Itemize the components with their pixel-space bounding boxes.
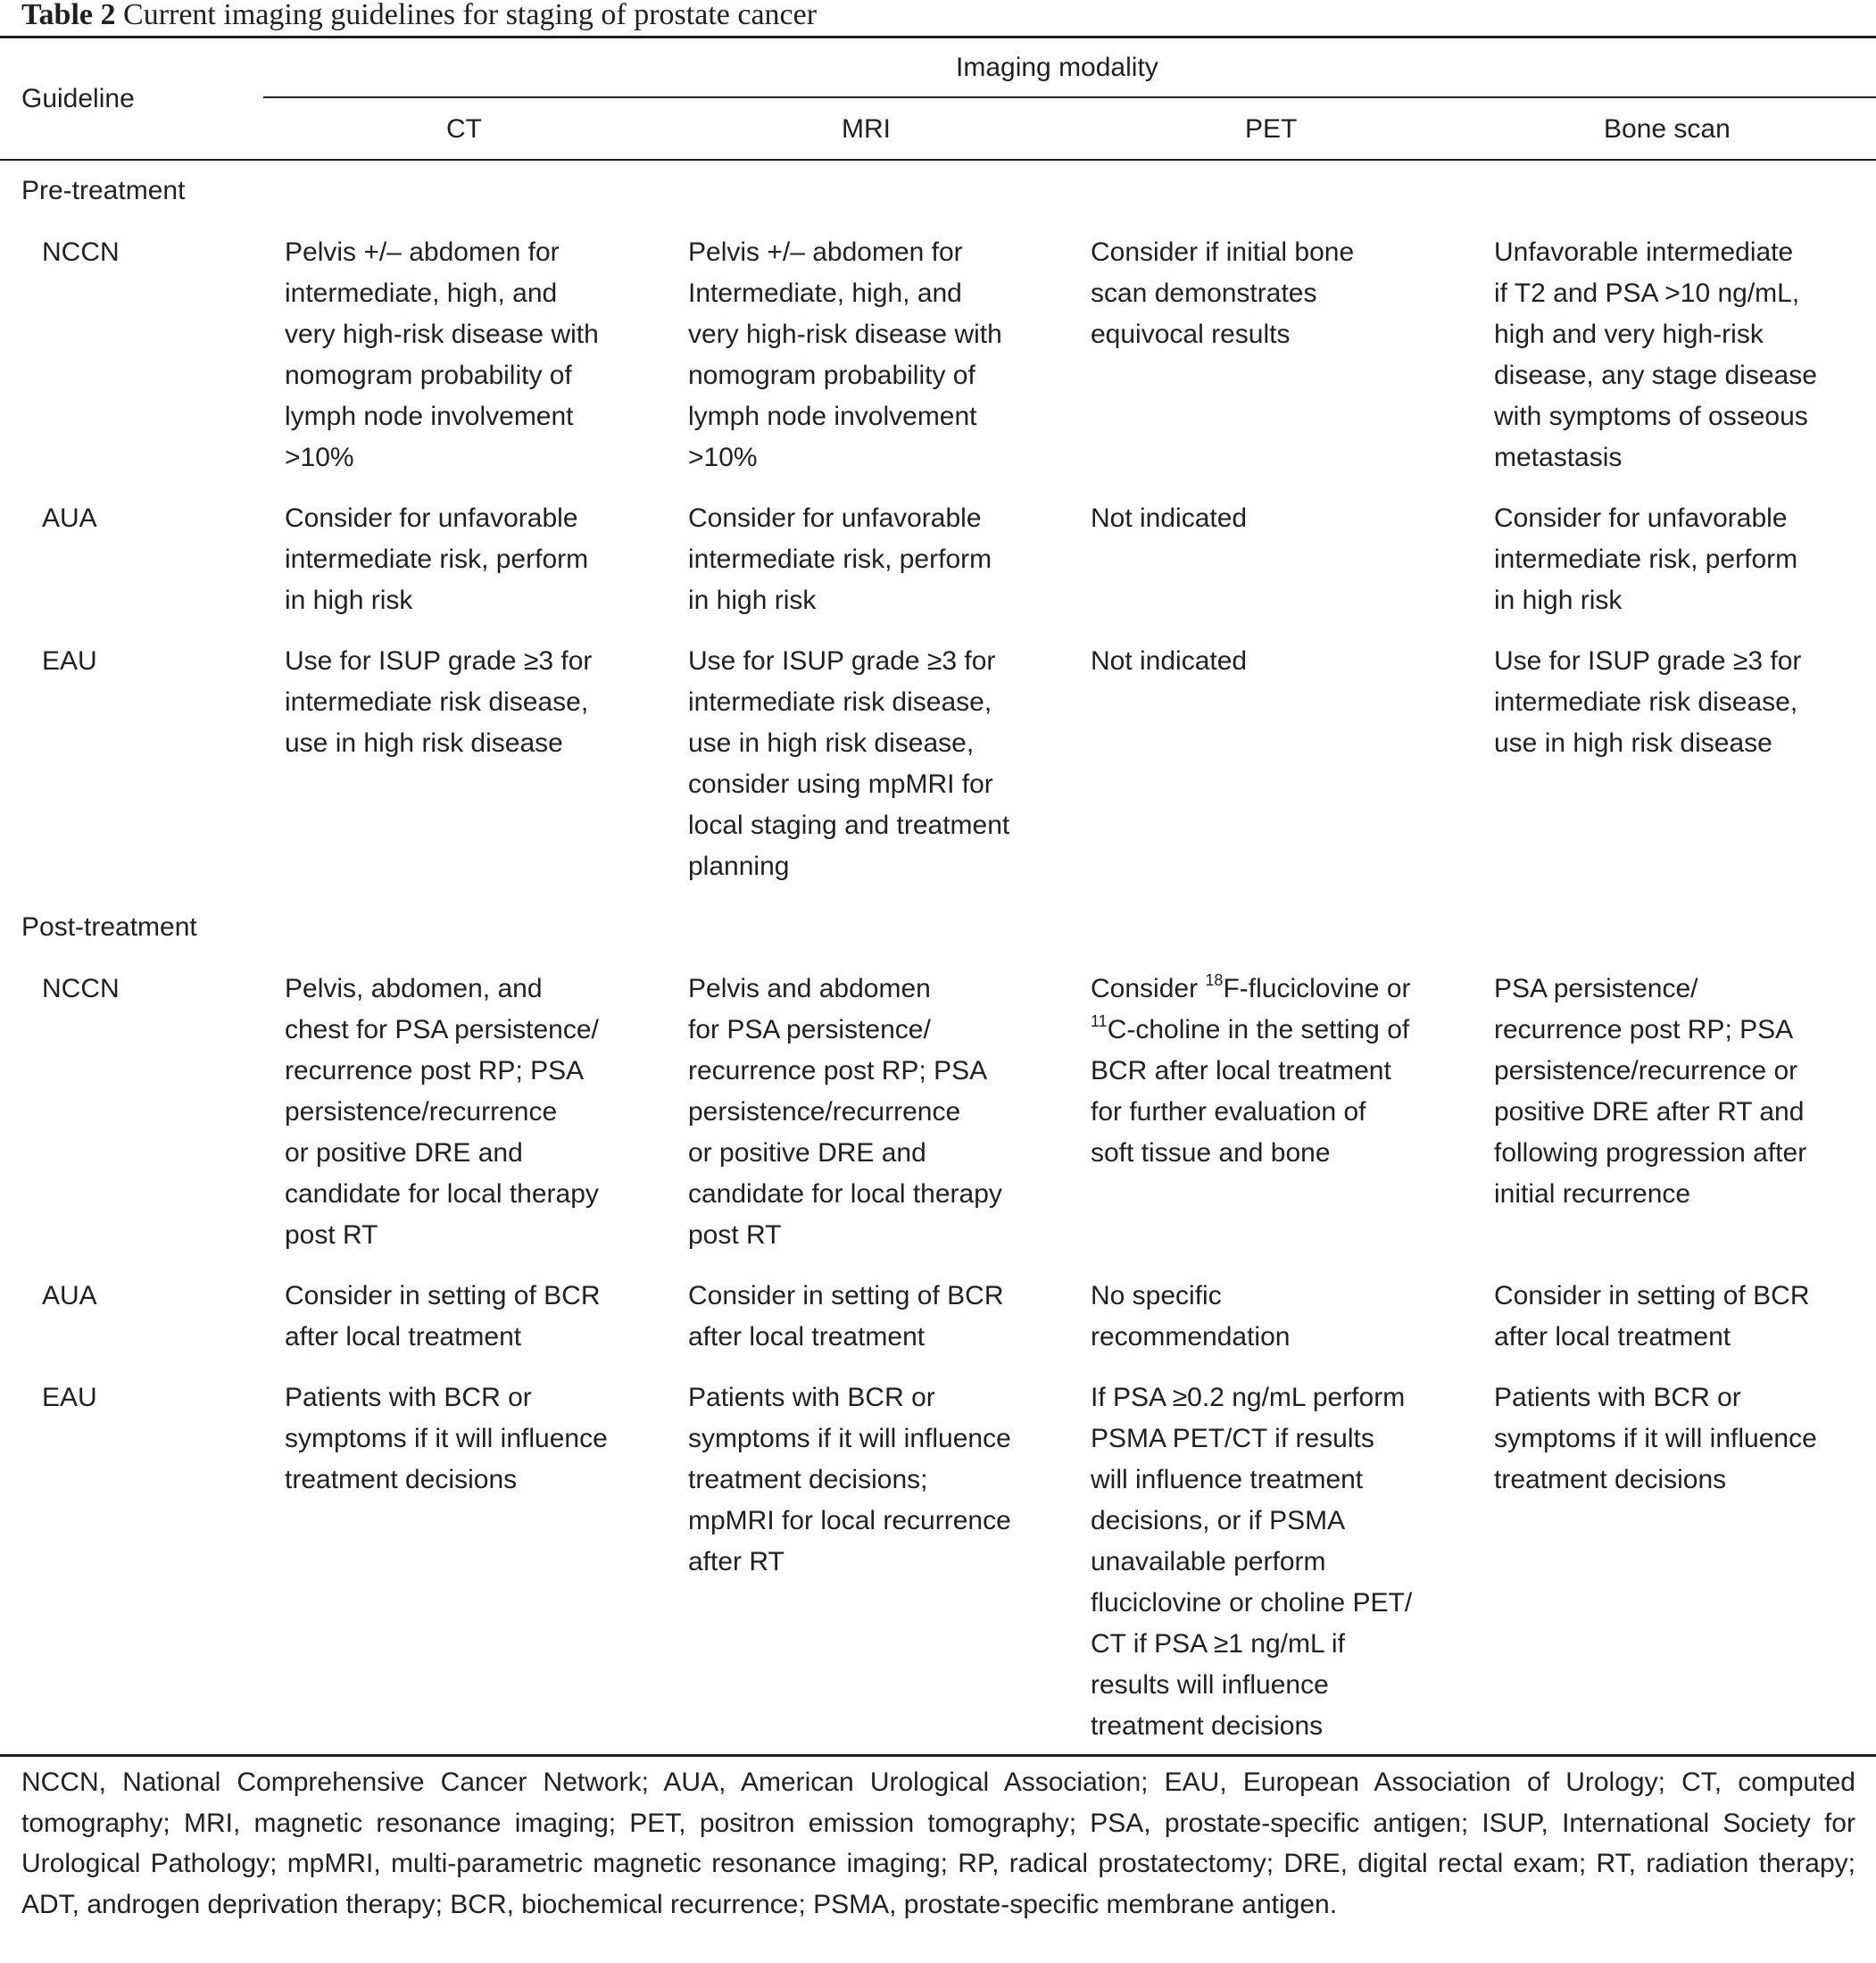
bottom-rule: [0, 1754, 1876, 1757]
cell-line: consider using mpMRI for: [688, 769, 993, 799]
cell-line: for further evaluation of: [1091, 1097, 1366, 1127]
cell-pre-aua-pet: [1091, 498, 1465, 539]
cell-line-with-superscript: $^{11}$C-choline in the setting of: [1091, 1012, 1410, 1044]
cell-line: use in high risk disease: [1494, 728, 1772, 758]
cell-line: nomogram probability of: [688, 361, 975, 390]
cell-line: Patients with BCR or: [688, 1383, 935, 1412]
cell-line: Pelvis +/– abdomen for: [688, 237, 963, 267]
isotope-superscript: 11: [1091, 1012, 1108, 1030]
cell-line: No specific: [1091, 1281, 1222, 1310]
cell-line: will influence treatment: [1091, 1465, 1364, 1494]
cell-line: very high-risk disease with: [688, 320, 1002, 349]
cell-line: planning: [688, 852, 790, 881]
cell-line: treatment decisions: [1494, 1465, 1727, 1494]
cell-line: decisions, or if PSMA: [1091, 1506, 1346, 1535]
cell-line: treatment decisions: [1091, 1711, 1324, 1741]
cell-line: use in high risk disease,: [688, 728, 975, 758]
cell-line: If PSA ≥0.2 ng/mL perform: [1091, 1383, 1406, 1412]
cell-line: Consider for unfavorable: [1494, 503, 1788, 533]
header-imaging-modality: Imaging modality: [956, 53, 1158, 82]
cell-line: treatment decisions;: [688, 1465, 928, 1494]
cell-post-nccn-pet: [1091, 969, 1465, 1174]
cell-line: Unfavorable intermediate: [1494, 237, 1794, 267]
header-col-ct: CT: [446, 114, 482, 144]
cell-line: Use for ISUP grade ≥3 for: [688, 646, 996, 676]
cell-line: recurrence post RP; PSA: [688, 1056, 988, 1085]
cell-line: Consider in setting of BCR: [285, 1281, 601, 1310]
cell-line: intermediate, high, and: [285, 279, 558, 308]
cell-line: Consider in setting of BCR: [1494, 1281, 1810, 1310]
table-caption-text: Current imaging guidelines for staging of prostate cancer: [123, 0, 818, 31]
cell-line-with-superscript: Consider $^{18}$F-fluciclovine or: [1091, 971, 1411, 1003]
table-caption-label: Table 2: [21, 0, 116, 31]
cell-line: with symptoms of osseous: [1494, 402, 1808, 431]
cell-post-eau-bone-scan: [1494, 1377, 1869, 1501]
cell-line: Consider for unfavorable: [285, 503, 578, 533]
cell-post-aua-ct: [285, 1276, 660, 1358]
cell-line: Use for ISUP grade ≥3 for: [1494, 646, 1802, 676]
cell-line: persistence/recurrence or: [1494, 1056, 1798, 1085]
cell-line: if T2 and PSA >10 ng/mL,: [1494, 279, 1800, 308]
cell-line: disease, any stage disease: [1494, 361, 1817, 390]
cell-line: recurrence post RP; PSA: [285, 1056, 585, 1085]
cell-line: unavailable perform: [1091, 1547, 1326, 1576]
header-col-pet: PET: [1245, 114, 1298, 144]
cell-line: Pelvis and abdomen: [688, 974, 931, 1003]
cell-line: intermediate risk disease,: [688, 687, 992, 717]
header-col-bone-scan: Bone scan: [1604, 114, 1731, 144]
cell-line: lymph node involvement: [285, 402, 574, 431]
cell-line: Consider in setting of BCR: [688, 1281, 1004, 1310]
cell-line: recommendation: [1091, 1322, 1291, 1352]
cell-line: use in high risk disease: [285, 728, 563, 758]
cell-line: high and very high-risk: [1494, 320, 1764, 349]
cell-line: or positive DRE and: [688, 1138, 926, 1168]
cell-line: lymph node involvement: [688, 402, 977, 431]
cell-pre-nccn-mri: [688, 232, 1063, 478]
cell-post-eau-pet: [1091, 1377, 1465, 1747]
cell-pre-aua-mri: [688, 498, 1063, 621]
row-label-pre-aua: AUA: [42, 503, 97, 533]
cell-pre-nccn-ct: [285, 232, 660, 478]
cell-post-nccn-ct: [285, 969, 660, 1256]
cell-line: Consider for unfavorable: [688, 503, 982, 533]
cell-line: scan demonstrates: [1091, 279, 1317, 308]
cell-line: mpMRI for local recurrence: [688, 1506, 1011, 1535]
cell-line: Not indicated: [1091, 503, 1248, 533]
cell-line: following progression after: [1494, 1138, 1807, 1168]
cell-line: very high-risk disease with: [285, 320, 599, 349]
cell-line: nomogram probability of: [285, 361, 572, 390]
cell-line: >10%: [285, 443, 354, 472]
cell-line: persistence/recurrence: [688, 1097, 961, 1127]
cell-line: for PSA persistence/: [688, 1015, 931, 1044]
cell-line: symptoms if it will influence: [285, 1424, 608, 1453]
cell-line: after local treatment: [1494, 1322, 1731, 1352]
cell-line: after local treatment: [285, 1322, 522, 1352]
cell-line: Not indicated: [1091, 646, 1248, 676]
cell-line: symptoms if it will influence: [1494, 1424, 1817, 1453]
isotope-superscript: 18: [1205, 971, 1224, 989]
cell-post-eau-mri: [688, 1377, 1063, 1583]
cell-line: results will influence: [1091, 1670, 1329, 1700]
cell-line: local staging and treatment: [688, 811, 1010, 840]
cell-line: Patients with BCR or: [1494, 1383, 1741, 1412]
cell-pre-nccn-bone-scan: [1494, 232, 1869, 478]
header-bottom-rule: [0, 159, 1876, 161]
cell-post-aua-bone-scan: [1494, 1276, 1869, 1358]
cell-line: >10%: [688, 443, 758, 472]
cell-line: intermediate risk disease,: [1494, 687, 1798, 717]
cell-line: BCR after local treatment: [1091, 1056, 1391, 1085]
cell-pre-eau-pet: [1091, 641, 1465, 682]
cell-line: Pelvis, abdomen, and: [285, 974, 543, 1003]
cell-line: metastasis: [1494, 443, 1623, 472]
cell-line: CT if PSA ≥1 ng/mL if: [1091, 1629, 1345, 1659]
header-group-rule: [263, 96, 1876, 98]
row-label-post-nccn: NCCN: [42, 974, 120, 1003]
top-rule: [0, 36, 1876, 38]
table-caption: [21, 0, 817, 30]
cell-line: persistence/recurrence: [285, 1097, 558, 1127]
section-title-post-treatment: Post-treatment: [21, 912, 197, 942]
row-label-post-eau: EAU: [42, 1383, 97, 1412]
cell-line: candidate for local therapy: [688, 1179, 1002, 1209]
cell-line: soft tissue and bone: [1091, 1138, 1331, 1168]
row-label-pre-eau: EAU: [42, 646, 97, 676]
cell-line: recurrence post RP; PSA: [1494, 1015, 1794, 1044]
row-label-post-aua: AUA: [42, 1281, 97, 1310]
table-footnote: NCCN, National Comprehensive Cancer Network; AUA, American Urological Association; EAU, European Association of Urology; CT, computed tomography; MRI, magnetic resonance imaging; PET, positron emission tomography; PSA, prostate-specific antigen; ISUP, International Society for Urological Pathology; mpMRI, multi-parametric magnetic resonance imaging; RP, radical prostatectomy; DRE, digital rectal exam; RT, radiation therapy; ADT, androgen deprivation therapy; BCR, biochemical recurrence; PSMA, prostate-specific membrane antigen.: [21, 1768, 1855, 1919]
cell-line: Use for ISUP grade ≥3 for: [285, 646, 593, 676]
cell-line: intermediate risk, perform: [285, 545, 589, 574]
cell-post-eau-ct: [285, 1377, 660, 1501]
cell-line: symptoms if it will influence: [688, 1424, 1011, 1453]
cell-post-nccn-bone-scan: [1494, 969, 1869, 1215]
cell-line: intermediate risk, perform: [688, 545, 992, 574]
cell-line: intermediate risk, perform: [1494, 545, 1798, 574]
cell-line: Pelvis +/– abdomen for: [285, 237, 560, 267]
cell-line: positive DRE after RT and: [1494, 1097, 1805, 1127]
cell-pre-eau-ct: [285, 641, 660, 764]
cell-line: post RT: [688, 1220, 782, 1250]
cell-line: fluciclovine or choline PET/: [1091, 1588, 1413, 1618]
cell-line: in high risk: [688, 586, 817, 615]
cell-pre-aua-ct: [285, 498, 660, 621]
cell-line: in high risk: [285, 586, 413, 615]
cell-line: treatment decisions: [285, 1465, 518, 1494]
cell-line: PSMA PET/CT if results: [1091, 1424, 1374, 1453]
cell-line: in high risk: [1494, 586, 1623, 615]
cell-line: Intermediate, high, and: [688, 279, 962, 308]
header-guideline: Guideline: [21, 84, 135, 113]
cell-line: or positive DRE and: [285, 1138, 523, 1168]
cell-post-nccn-mri: [688, 969, 1063, 1256]
cell-line: candidate for local therapy: [285, 1179, 599, 1209]
cell-pre-eau-mri: [688, 641, 1063, 887]
cell-line: intermediate risk disease,: [285, 687, 589, 717]
cell-line: PSA persistence/: [1494, 974, 1698, 1003]
cell-post-aua-pet: [1091, 1276, 1465, 1358]
cell-pre-eau-bone-scan: [1494, 641, 1869, 764]
header-col-mri: MRI: [842, 114, 891, 144]
cell-line: chest for PSA persistence/: [285, 1015, 599, 1044]
cell-line: initial recurrence: [1494, 1179, 1691, 1209]
section-title-pre-treatment: Pre-treatment: [21, 176, 186, 205]
cell-line: Patients with BCR or: [285, 1383, 532, 1412]
cell-line: post RT: [285, 1220, 378, 1250]
cell-pre-nccn-pet: [1091, 232, 1465, 355]
cell-line: equivocal results: [1091, 320, 1291, 349]
cell-line: Consider if initial bone: [1091, 237, 1355, 267]
cell-line: after local treatment: [688, 1322, 926, 1352]
cell-post-aua-mri: [688, 1276, 1063, 1358]
cell-pre-aua-bone-scan: [1494, 498, 1869, 621]
cell-line: after RT: [688, 1547, 784, 1576]
row-label-pre-nccn: NCCN: [42, 237, 120, 267]
